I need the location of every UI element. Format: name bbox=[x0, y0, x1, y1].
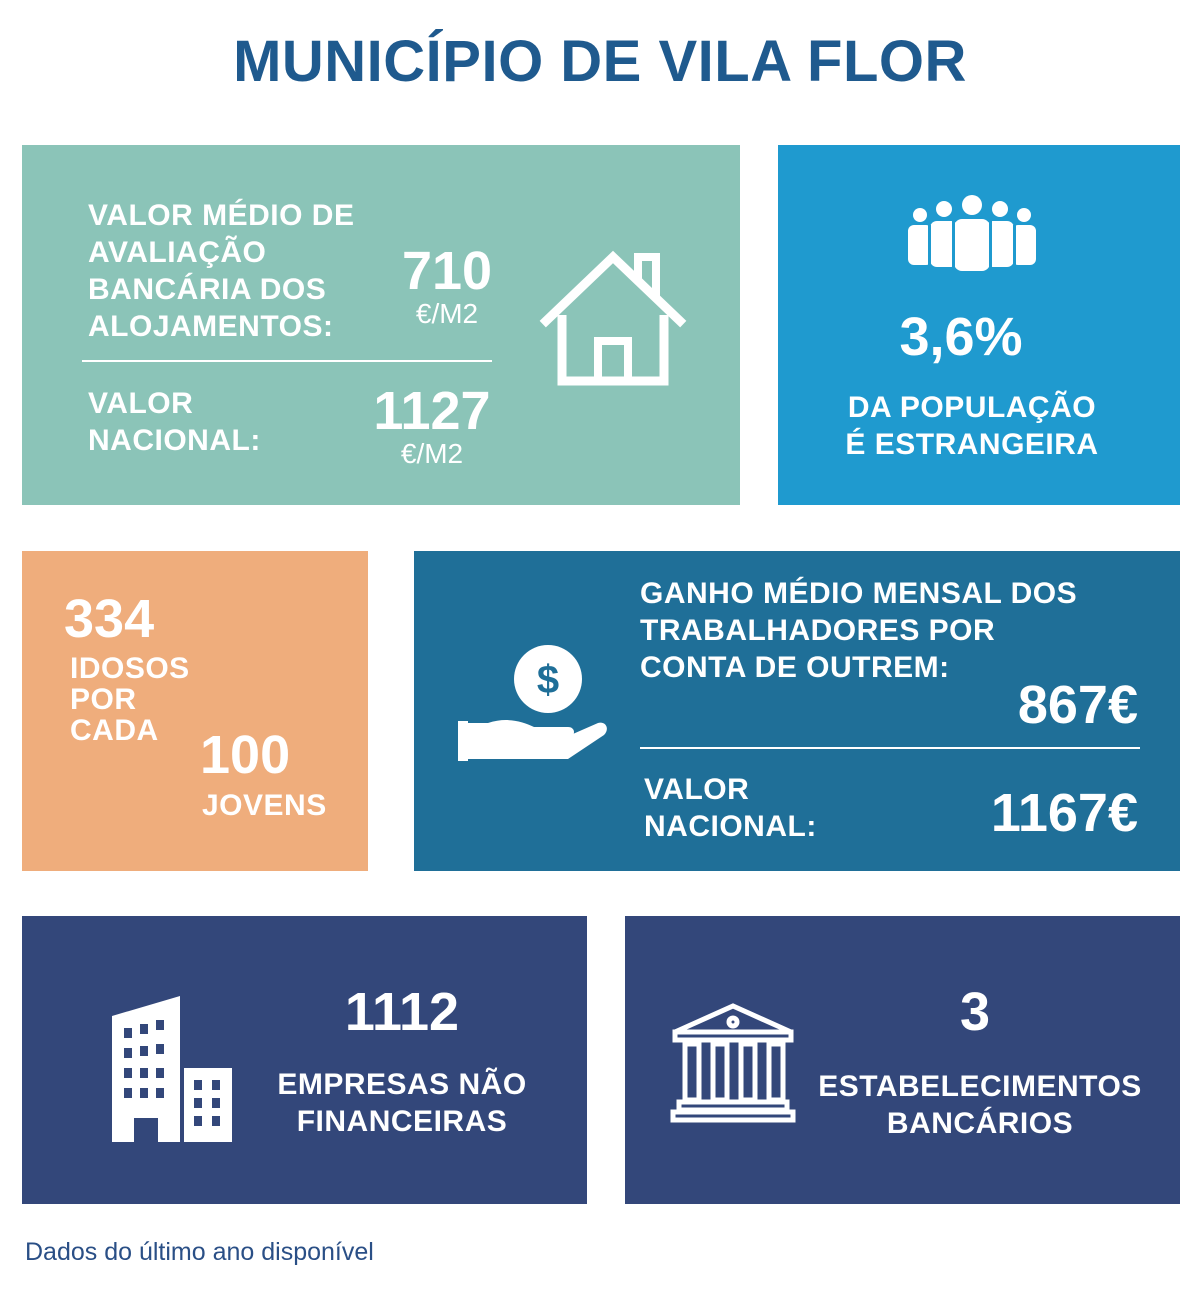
housing-card bbox=[22, 145, 740, 505]
companies-label-line: EMPRESAS NÃO bbox=[277, 1068, 527, 1101]
banks-label-line: BANCÁRIOS bbox=[886, 1107, 1074, 1140]
income-national-label bbox=[644, 771, 817, 845]
housing-national-label-line: VALOR bbox=[88, 387, 194, 420]
companies-value: 1112 bbox=[344, 982, 460, 1042]
housing-national-label bbox=[88, 385, 261, 459]
housing-national-value: 1127 bbox=[373, 381, 491, 441]
svg-text:$: $ bbox=[536, 658, 560, 702]
aging-card bbox=[22, 551, 368, 871]
people-group-icon bbox=[902, 195, 1042, 275]
banks-label-line: ESTABELECIMENTOS bbox=[818, 1070, 1142, 1103]
aging-label bbox=[70, 653, 190, 746]
income-divider bbox=[640, 747, 1140, 749]
footer-note: Dados do último ano disponível bbox=[25, 1238, 374, 1266]
aging-label-line: IDOSOS bbox=[70, 652, 190, 685]
housing-value: 710 bbox=[401, 241, 493, 301]
housing-national-label-line: NACIONAL: bbox=[88, 424, 261, 457]
hand-coin-icon bbox=[458, 643, 608, 763]
income-card bbox=[414, 551, 1180, 871]
income-national-value: 1167€ bbox=[990, 783, 1138, 843]
population-label-line: É ESTRANGEIRA bbox=[845, 428, 1099, 461]
buildings-icon bbox=[110, 994, 240, 1144]
income-value: 867€ bbox=[1017, 675, 1138, 735]
house-icon bbox=[538, 249, 688, 389]
housing-label bbox=[88, 197, 354, 345]
income-label-line: GANHO MÉDIO MENSAL DOS bbox=[640, 577, 1078, 610]
banks-card bbox=[625, 916, 1180, 1204]
companies-label-line: FINANCEIRAS bbox=[296, 1105, 508, 1138]
income-national-label-line: VALOR bbox=[644, 773, 750, 806]
income-national-label-line: NACIONAL: bbox=[644, 810, 817, 843]
housing-national-unit: €/M2 bbox=[400, 438, 464, 469]
income-label bbox=[640, 575, 1077, 686]
housing-divider bbox=[82, 360, 492, 362]
companies-label bbox=[252, 1066, 552, 1140]
housing-unit: €/M2 bbox=[415, 298, 479, 329]
housing-label-line: BANCÁRIA DOS bbox=[88, 273, 327, 306]
aging-label-line: POR bbox=[70, 683, 137, 716]
income-label-line: TRABALHADORES POR bbox=[640, 614, 996, 647]
aging-label-2: JOVENS bbox=[202, 789, 327, 822]
banks-label bbox=[805, 1068, 1155, 1142]
population-label bbox=[778, 389, 1166, 463]
banks-value: 3 bbox=[959, 982, 991, 1042]
aging-value-2: 100 bbox=[200, 725, 291, 785]
population-label-line: DA POPULAÇÃO bbox=[847, 391, 1097, 424]
population-value: 3,6% bbox=[899, 307, 1023, 367]
housing-label-line: ALOJAMENTOS: bbox=[88, 310, 334, 343]
housing-label-line: AVALIAÇÃO bbox=[88, 236, 267, 269]
aging-label-line: CADA bbox=[70, 714, 159, 747]
aging-value: 334 bbox=[64, 589, 155, 649]
bank-icon bbox=[671, 1002, 795, 1122]
population-card bbox=[778, 145, 1180, 505]
page-title: MUNICÍPIO DE VILA FLOR bbox=[233, 29, 967, 94]
housing-label-line: VALOR MÉDIO DE bbox=[88, 199, 355, 232]
income-label-line: CONTA DE OUTREM: bbox=[640, 651, 950, 684]
companies-card bbox=[22, 916, 587, 1204]
